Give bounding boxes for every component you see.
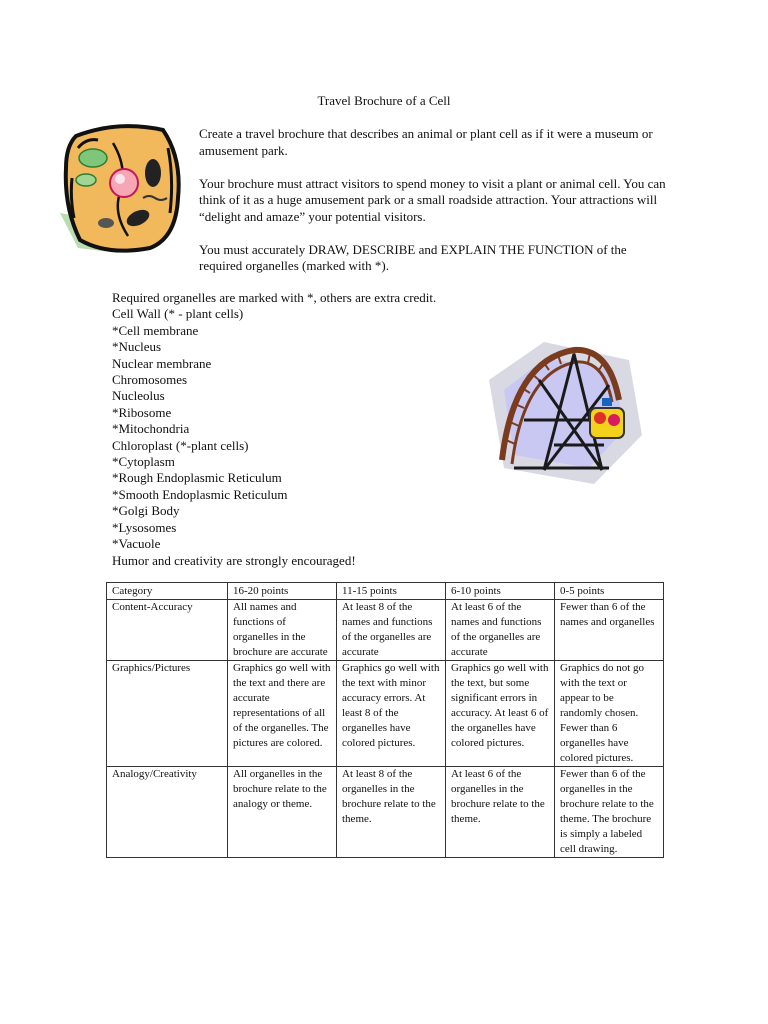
header-cell: 0-5 points	[555, 583, 664, 600]
table-cell: At least 6 of the names and functions of the organelles are accurate	[446, 600, 555, 661]
organelle-item: *Mitochondria	[112, 421, 190, 437]
organelle-item: Nucleolus	[112, 388, 165, 404]
header-cell: 11-15 points	[337, 583, 446, 600]
header-cell: 6-10 points	[446, 583, 555, 600]
intro-text	[199, 126, 669, 291]
table-cell: Graphics go well with the text with minor accuracy errors. At least 8 of the organelles have colored pictures.	[337, 661, 446, 767]
table-row	[107, 661, 664, 767]
organelle-list	[112, 290, 532, 569]
table-cell: At least 6 of the organelles in the brochure relate to the theme.	[446, 767, 555, 858]
organelle-item: Nuclear membrane	[112, 355, 212, 371]
table-cell: At least 8 of the names and functions of the organelles are accurate	[337, 600, 446, 661]
intro-paragraph-1: Create a travel brochure that describes an animal or plant cell as if it were a museum or amusement park.	[199, 126, 653, 158]
table-cell: All organelles in the brochure relate to the analogy or theme.	[228, 767, 337, 858]
organelle-item: *Vacuole	[112, 536, 161, 552]
organelle-item: *Cytoplasm	[112, 454, 175, 470]
roller-coaster-icon	[484, 340, 644, 486]
table-header-row	[107, 583, 664, 600]
organelle-item: *Golgi Body	[112, 503, 180, 519]
table-cell: Fewer than 6 of the names and organelles	[555, 600, 664, 661]
organelle-item: *Nucleus	[112, 339, 162, 355]
closing-line: Humor and creativity are strongly encouraged!	[112, 552, 356, 568]
organelle-item: *Smooth Endoplasmic Reticulum	[112, 486, 288, 502]
table-cell: Fewer than 6 of the organelles in the brochure relate to the theme. The brochure is simply a labeled cell drawing.	[555, 767, 664, 858]
page-title: Travel Brochure of a Cell	[317, 93, 451, 108]
header-cell: Category	[107, 583, 228, 600]
organelle-item: Chloroplast (*-plant cells)	[112, 437, 249, 453]
header-cell: 16-20 points	[228, 583, 337, 600]
table-cell: At least 8 of the organelles in the brochure relate to the theme.	[337, 767, 446, 858]
table-row	[107, 767, 664, 858]
organelle-note: Required organelles are marked with *, others are extra credit.	[112, 290, 437, 305]
organelle-item: Chromosomes	[112, 372, 188, 388]
organelle-item: *Rough Endoplasmic Reticulum	[112, 470, 282, 486]
table-cell: Graphics go well with the text, but some significant errors in accuracy. At least 6 of the organelles have colored pictures.	[446, 661, 555, 767]
rubric-table	[106, 582, 664, 858]
intro-paragraph-2: Your brochure must attract visitors to spend money to visit a plant or animal cell. You can think of it as a huge amusement park or a small roadside attraction. Your attractions will “delight and amaze” your potential visitors.	[199, 175, 666, 224]
table-row	[107, 600, 664, 661]
plant-cell-icon	[58, 118, 184, 256]
table-cell: All names and functions of organelles in the brochure are accurate	[228, 600, 337, 661]
table-cell: Graphics/Pictures	[107, 661, 228, 767]
table-cell: Analogy/Creativity	[107, 767, 228, 858]
table-cell: Content-Accuracy	[107, 600, 228, 661]
intro-paragraph-3: You must accurately DRAW, DESCRIBE and EXPLAIN THE FUNCTION of the required organelles (marked with *).	[199, 241, 627, 273]
organelle-item: *Lysosomes	[112, 519, 177, 535]
organelle-item: Cell Wall (* - plant cells)	[112, 306, 244, 322]
table-cell: Graphics go well with the text and there are accurate representations of all of the organelles. The pictures are colored.	[228, 661, 337, 767]
table-cell: Graphics do not go with the text or appear to be randomly chosen. Fewer than 6 organelles have colored pictures.	[555, 661, 664, 767]
organelle-item: *Ribosome	[112, 404, 172, 420]
organelle-item: *Cell membrane	[112, 322, 199, 338]
